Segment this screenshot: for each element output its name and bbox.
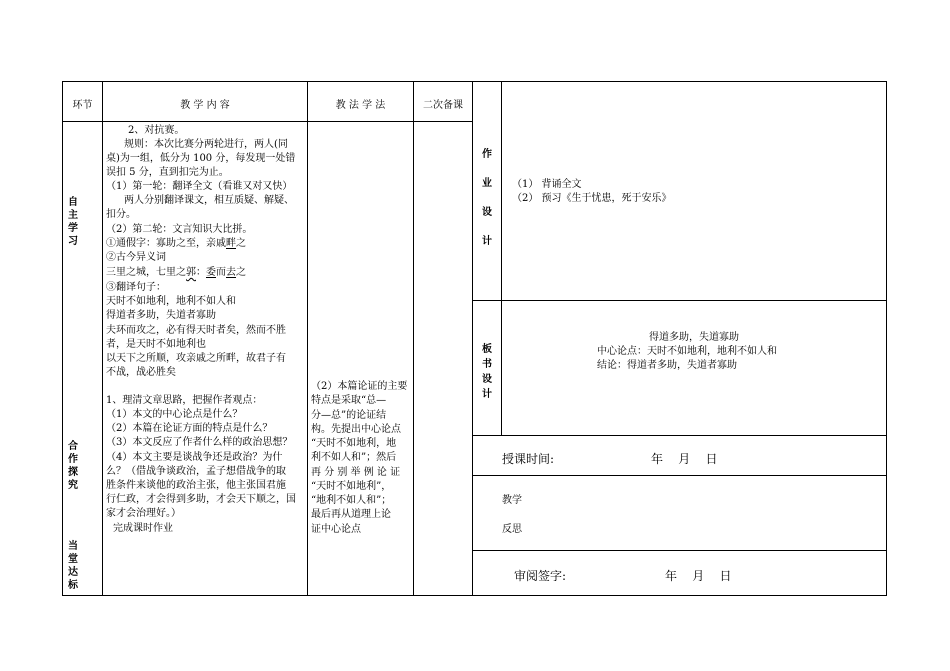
method-line: （2）本篇论证的主要 <box>311 381 408 392</box>
content-line: 夫环而攻之，必有得天时者矣，然而不胜 <box>106 325 286 336</box>
col-divider-5 <box>501 81 502 436</box>
reflection-label-2: 反思 <box>502 524 522 535</box>
content-line: 不战，战必胜矣 <box>106 367 176 378</box>
method-line: 特点是采取“总— <box>311 395 387 406</box>
teaching-time-date: 年 月 日 <box>651 452 718 466</box>
board-line: 结论：得道者多助，失道者寡助 <box>597 360 737 371</box>
method-line: “天时不如地利，地 <box>311 438 397 449</box>
content-line: 误扣 5 分，直到扣完为止。 <box>106 167 229 178</box>
content-line: 得道者多助，失道者寡助 <box>106 310 216 321</box>
content-line: ②古今异义词 <box>106 252 166 263</box>
row-divider-board <box>472 435 887 436</box>
content-line: ③翻译句子： <box>106 282 166 293</box>
content-line: （2）本篇在论证方面的特点是什么？ <box>106 423 273 434</box>
header-prep: 二次备课 <box>423 100 463 111</box>
homework-item: （2） 预习《生于忧患，死于安乐》 <box>512 193 672 204</box>
method-line: 再 分 别 举 例 论 证 <box>311 467 401 478</box>
content-line: 胜条件来谈他的政治主张，他主张国君施 <box>106 480 286 491</box>
content-line: （1）本文的中心论点是什么？ <box>106 409 243 420</box>
content-line: （2）第二轮：文言知识大比拼。 <box>106 224 253 235</box>
content-line: 者，是天时不如地利也 <box>106 339 206 350</box>
table-left-border <box>62 81 63 596</box>
header-content: 教 学 内 容 <box>180 100 230 111</box>
board-label: 板 书 设 计 <box>482 344 492 400</box>
content-line: 完成课时作业 <box>113 523 173 534</box>
table-bottom-border <box>62 595 887 596</box>
review-label: 审阅签字: <box>514 569 567 583</box>
table-right-border <box>886 81 887 596</box>
stage-dangtang-label: 当 堂 达 标 <box>68 541 78 591</box>
row-divider-reflection <box>472 550 887 551</box>
content-line: （1）第一轮：翻译全文（看谁又对又快） <box>106 181 293 192</box>
content-line: 2、对抗赛。 <box>128 125 185 136</box>
col-divider-2 <box>307 81 308 596</box>
content-line-gujin: 三里之城，七里之郭：委而去之 <box>106 267 246 278</box>
board-line: 得道多助，失道寡助 <box>649 332 739 343</box>
header-method: 教 法 学 法 <box>335 100 386 111</box>
reflection-label-1: 教学 <box>502 495 522 506</box>
content-line: 行仁政，才会得到多助，才会天下顺之，国 <box>106 494 296 505</box>
homework-label: 作 业 设 计 <box>482 149 492 247</box>
teaching-time-label: 授课时间: <box>502 452 555 466</box>
content-line: 天时不如地利，地利不如人和 <box>106 296 236 307</box>
stage-zizhu-label: 自 主 学 习 <box>68 197 78 247</box>
header-bottom-border <box>62 121 473 122</box>
content-line: 1、理清文章思路，把握作者观点： <box>106 395 263 406</box>
method-line: 构。先提出中心论点 <box>311 424 401 435</box>
col-divider-3 <box>413 81 414 596</box>
content-line: （3）本文反应了作者什么样的政治思想？ <box>106 437 293 448</box>
method-line: “天时不如地利”， <box>311 481 392 492</box>
content-line: 扣分。 <box>106 209 136 220</box>
col-divider-1 <box>102 81 103 596</box>
method-line: 最后再从道理上论 <box>311 509 391 520</box>
method-line: 分—总”的论证结 <box>311 410 387 421</box>
table-top-border <box>62 81 887 82</box>
homework-item: （1） 背诵全文 <box>512 179 582 190</box>
content-line: （4）本文主要是谈战争还是政治？为什 <box>106 452 283 463</box>
content-line: 么？（借战争谈政治，孟子想借战争的取 <box>106 466 286 477</box>
content-line: 以天下之所顺，攻亲戚之所畔，故君子有 <box>106 353 286 364</box>
method-line: “地利不如人和”； <box>311 495 392 506</box>
review-date: 年 月 日 <box>665 569 732 583</box>
row-divider-homework <box>472 300 887 301</box>
method-line: 利不如人和”；然后 <box>311 452 397 463</box>
content-line: 桌)为一组，低分为 100 分，每发现一处错 <box>106 153 296 164</box>
content-line-tongjiazi: ①通假字：寡助之至，亲戚畔之 <box>106 238 246 249</box>
col-divider-4 <box>472 81 473 596</box>
content-line: 家才会治理好。） <box>106 508 181 519</box>
content-line: 两人分别翻译课文，相互质疑、解疑、 <box>124 195 294 206</box>
stage-hezuo-label: 合 作 探 究 <box>68 441 78 491</box>
header-stage: 环节 <box>72 100 93 111</box>
content-line: 规则：本次比赛分两轮进行，两人(同 <box>124 139 288 150</box>
board-line: 中心论点：天时不如地利，地利不如人和 <box>597 346 777 357</box>
method-line: 证中心论点 <box>311 524 361 535</box>
row-divider-time <box>472 475 887 476</box>
